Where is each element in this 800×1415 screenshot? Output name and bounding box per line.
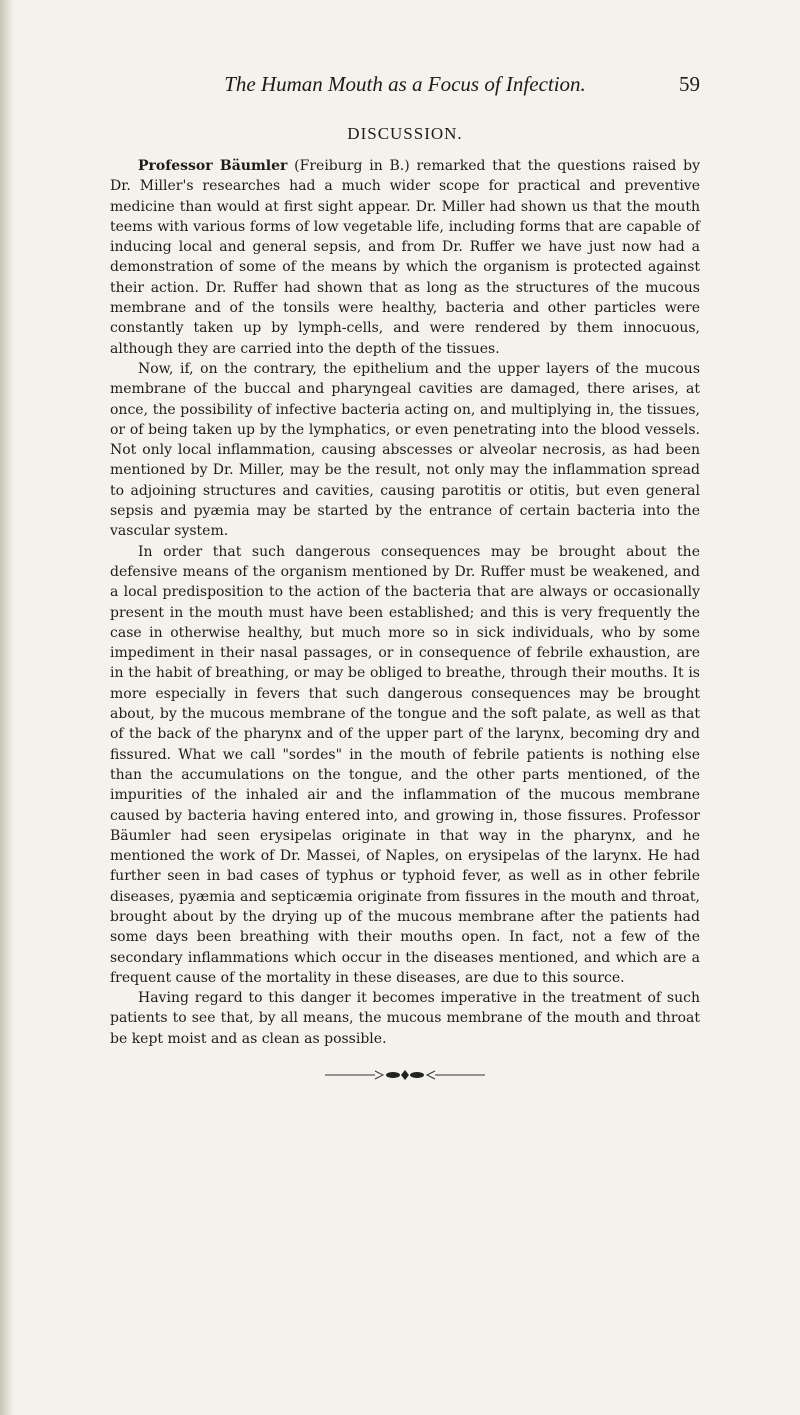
page-number: 59: [679, 72, 700, 96]
end-ornament: [110, 1069, 700, 1084]
binding-shadow: [0, 0, 14, 1415]
page-body: [110, 72, 700, 1084]
paragraph-1-text: (Freiburg in B.) remarked that the questions raised by Dr. Miller's researches had a much wider scope for practical and preventive medicine than would at first sight appear. Dr. Miller had shown us that the mouth teems with various forms of low vegetable life, including forms that are capable of inducing local and general sepsis, and from Dr. Ruffer we have just now had a demonstration of some of the means by which the organism is protected against their action. Dr. Ruffer had shown that as long as the structures of the mucous membrane and of the tonsils were healthy, bacteria and other particles were constantly taken up by lymph-cells, and were rendered by them innocuous, although they are carried into the depth of the tissues.: [110, 158, 701, 357]
ornament-flourish-icon: [325, 1069, 485, 1081]
paragraph-2: Now, if, on the contrary, the epithelium and the upper layers of the mucous membrane of the buccal and pharyngeal cavities are damaged, there arises, at once, the possibility of infective bacteria acting on, and multiplying in, the tissues, or of being taken up by the lymphatics, or even penetrating into the blood vessels. Not only local inflammation, causing abscesses or alveolar necrosis, as had been mentioned by Dr. Miller, may be the result, not only may the inflammation spread to adjoining structures and cavities, causing parotitis or otitis, but even general sepsis and pyæmia may be started by the entrance of certain bacteria into the vascular system.: [110, 360, 700, 540]
running-head: [110, 72, 700, 100]
paragraph-1: [110, 156, 700, 359]
running-title: The Human Mouth as a Focus of Infection.: [224, 72, 586, 96]
paragraph-3: In order that such dangerous consequences may be brought about the defensive means of the organism mentioned by Dr. Ruffer must be weakened, and a local predisposition to the action of the bacteria that are always or occasionally present in the mouth must have been established; and this is very frequently the case in otherwise healthy, but much more so in sick individuals, who by some impediment in their nasal passages, or in consequence of febrile exhaustion, are in the habit of breathing, or may be obliged to breathe, through their mouths. It is more especially in fevers that such dangerous consequences may be brought about, by the mucous membrane of the tongue and the soft palate, as well as that of the back of the pharynx and of the upper part of the larynx, becoming dry and fissured. What we call "sordes" in the mouth of febrile patients is nothing else than the accumulations on the tongue, and the other parts mentioned, of the impurities of the inhaled air and the inflammation of the mucous membrane caused by bacteria having entered into, and growing in, those fissures. Professor Bäumler had seen erysipelas originate in that way in the pharynx, and he mentioned the work of Dr. Massei, of Naples, on erysipelas of the larynx. He had further seen in bad cases of typhus or typhoid fever, as well as in other febrile diseases, pyæmia and septicæmia originate from fissures in the mouth and throat, brought about by the drying up of the mucous membrane after the patients had some days been breathing with their mouths open. In fact, not a few of the secondary inflammations which occur in the diseases mentioned, and which are a frequent cause of the mortality in these diseases, are due to this source.: [110, 543, 700, 986]
section-heading: DISCUSSION.: [347, 124, 463, 143]
speaker-name: Professor Bäumler: [138, 158, 288, 174]
paragraph-4: Having regard to this danger it becomes imperative in the treatment of such patients to see that, by all means, the mucous membrane of the mouth and throat be kept moist and as clean as possible.: [110, 990, 700, 1047]
